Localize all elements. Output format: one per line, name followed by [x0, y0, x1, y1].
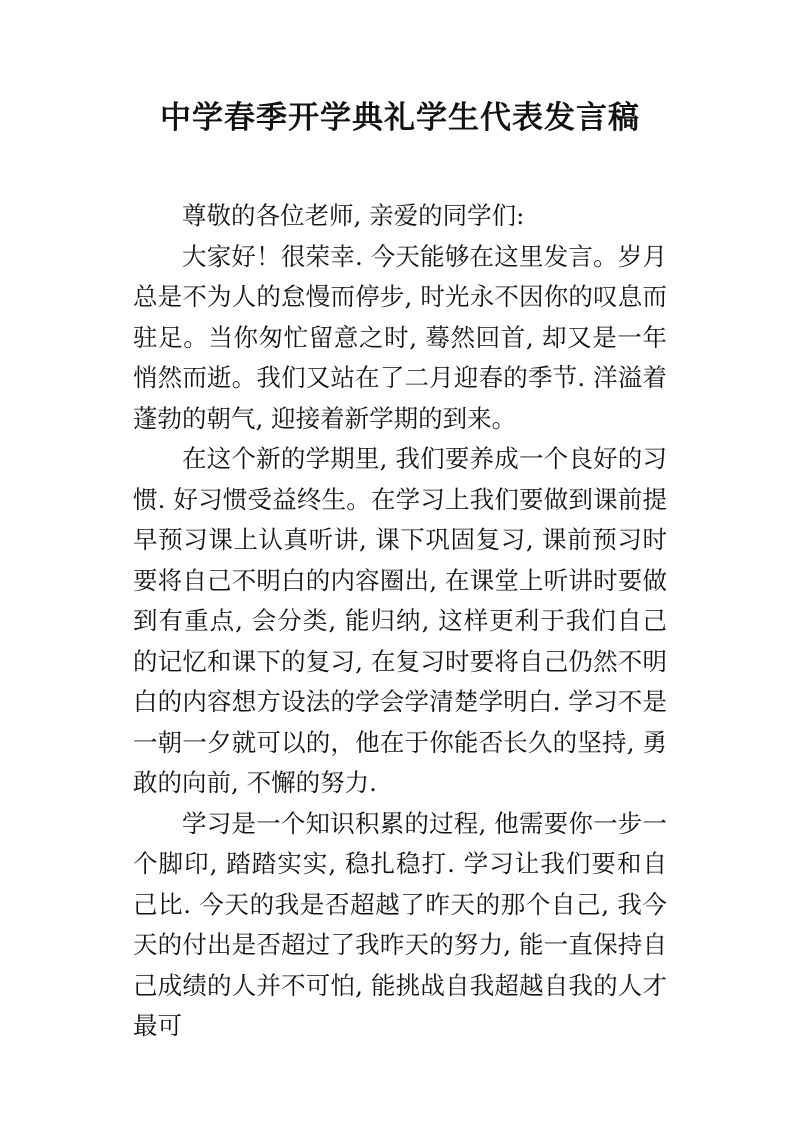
body-paragraph-1: 大家好！很荣幸. 今天能够在这里发言。岁月总是不为人的怠慢而停步, 时光永不因你的叹息而驻足。当你匆忙留意之时, 蓦然回首, 却又是一年悄然而逝。我们又站在了二月迎春的季节. 洋溢着蓬勃的朝气, 迎接着新学期的到来。	[133, 241, 667, 433]
salutation-paragraph: 尊敬的各位老师, 亲爱的同学们:	[182, 201, 525, 230]
document-body	[133, 196, 667, 1047]
document-title: 中学春季开学典礼学生代表发言稿	[160, 100, 640, 136]
body-paragraph-2: 在这个新的学期里, 我们要养成一个良好的习惯. 好习惯受益终生。在学习上我们要做到课前提早预习课上认真听讲, 课下巩固复习, 课前预习时要将自己不明白的内容圈出, 在课堂上听讲时要做到有重点, 会分类, 能归纳, 这样更利于我们自己的记忆和课下的复习, 在复习时要将自己仍然不明白的内容想方设法的学会学清楚学明白. 学习不是一朝一夕就可以的，他在于你能否长久的坚持, 勇敢的向前, 不懈的努力.	[133, 444, 667, 797]
body-paragraph-3: 学习是一个知识积累的过程, 他需要你一步一个脚印, 踏踏实实, 稳扎稳打. 学习让我们要和自己比. 今天的我是否超越了昨天的那个自己, 我今天的付出是否超过了我昨天的努力, 能一直保持自己成绩的人并不可怕, 能挑战自我超越自我的人才最可	[133, 808, 667, 1040]
